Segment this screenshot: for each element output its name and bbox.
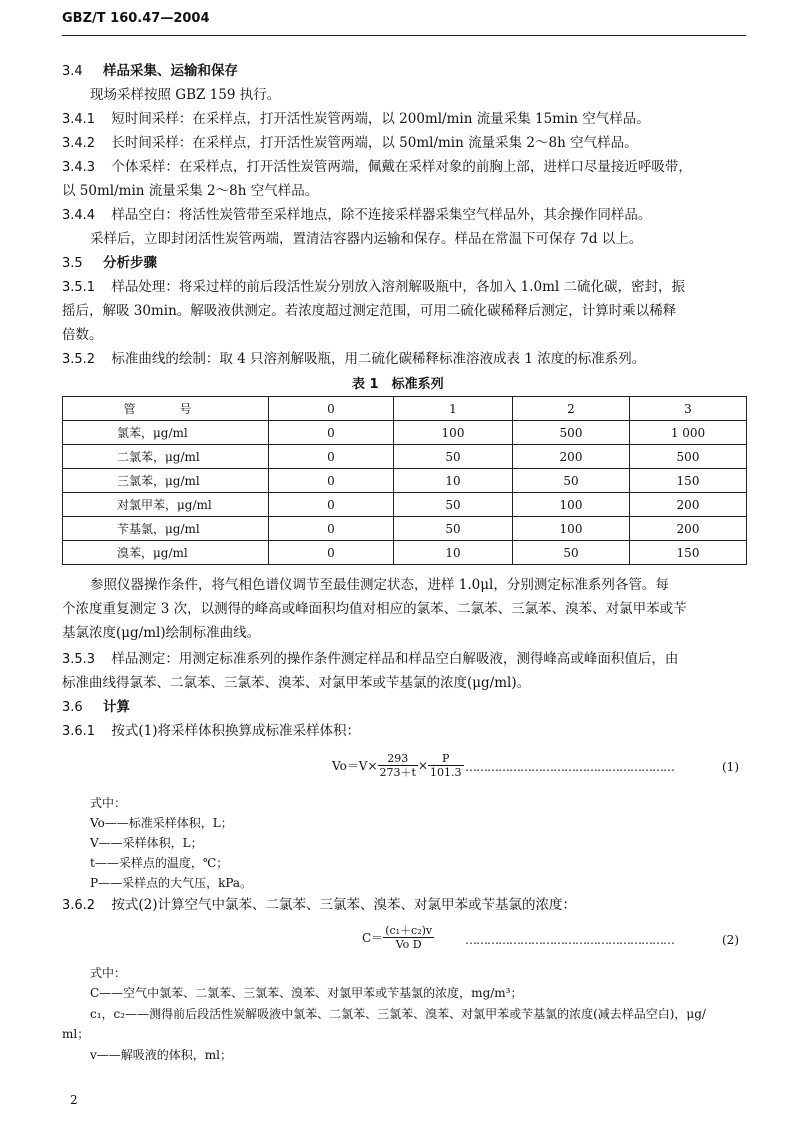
clause-number: 3.5.3 <box>62 652 96 667</box>
variable-definition: C——空气中氯苯、二氯苯、三氯苯、溴苯、对氯甲苯或苄基氯的浓度，mg/m³； <box>90 986 523 1000</box>
formula-lhs: C＝ <box>362 931 384 945</box>
table-row <box>63 517 747 541</box>
clause-3-5-3 <box>62 650 678 669</box>
table-header-cell: 1 <box>394 397 513 421</box>
table-cell: 50 <box>394 493 513 517</box>
formula-number: (1) <box>722 760 739 774</box>
table-cell: 50 <box>513 469 630 493</box>
table-cell: 0 <box>269 469 394 493</box>
clause-text-continued: 摇后，解吸 30min。解吸液供测定。若浓度超过测定范围，可用二硫化碳稀释后测定，计算时乘以稀释 <box>62 303 677 319</box>
table-header-cell: 3 <box>630 397 747 421</box>
clause-number: 3.5.2 <box>62 352 96 367</box>
formula-1 <box>332 752 464 779</box>
table-cell: 50 <box>394 445 513 469</box>
standard-code-header: GBZ/T 160.47—2004 <box>62 11 210 26</box>
variable-definition-continued: ml； <box>62 1027 90 1041</box>
table-cell: 150 <box>630 541 747 565</box>
table-caption: 表 1 标准系列 <box>352 377 444 392</box>
clause-number: 3.4.1 <box>62 112 96 127</box>
header-rule <box>62 35 746 36</box>
table-cell: 10 <box>394 541 513 565</box>
clause-text-continued: 标准曲线得氯苯、二氯苯、三氯苯、溴苯、对氯甲苯或苄基氯的浓度(μg/ml)。 <box>62 675 531 691</box>
clause-3-5-1 <box>62 278 685 297</box>
table-cell: 1 000 <box>630 421 747 445</box>
table-header-row <box>63 397 747 421</box>
table-row <box>63 541 747 565</box>
section-title: 计算 <box>102 699 130 715</box>
table-cell: 三氯苯，μg/ml <box>63 469 269 493</box>
variable-definition: Vo——标准采样体积，L； <box>90 816 233 830</box>
fraction-denominator: Vo D <box>395 938 422 951</box>
formula-lhs: Vo＝V× <box>332 759 378 773</box>
section-number: 3.4 <box>62 64 83 79</box>
table-cell: 0 <box>269 421 394 445</box>
clause-text: 样品测定：用测定标准系列的操作条件测定样品和样品空白解吸液，测得峰高或峰面积值后，由 <box>111 651 679 667</box>
table-cell: 50 <box>513 541 630 565</box>
operator: × <box>417 758 428 773</box>
table-cell: 0 <box>269 493 394 517</box>
clause-3-4-3 <box>62 158 692 177</box>
table-cell: 10 <box>394 469 513 493</box>
table-cell: 500 <box>513 421 630 445</box>
section-3-4-heading <box>62 62 238 81</box>
table-cell: 苄基氯，μg/ml <box>63 517 269 541</box>
table-cell: 二氯苯，μg/ml <box>63 445 269 469</box>
section-title: 样品采集、运输和保存 <box>102 63 238 79</box>
fraction-numerator: 293 <box>378 752 418 766</box>
variable-definition: V——采样体积，L； <box>90 836 203 850</box>
clause-text: 短时间采样：在采样点，打开活性炭管两端，以 200ml/min 流量采集 15min 空气样品。 <box>111 111 650 127</box>
clause-number: 3.6.1 <box>62 724 96 739</box>
table-row <box>63 445 747 469</box>
clause-text: 长时间采样：在采样点，打开活性炭管两端，以 50ml/min 流量采集 2～8h 空气样品。 <box>111 135 638 151</box>
table-row <box>63 493 747 517</box>
table-cell: 150 <box>630 469 747 493</box>
table-cell: 100 <box>394 421 513 445</box>
fraction <box>383 924 434 951</box>
fraction-denominator: 101.3 <box>430 766 462 779</box>
fraction-denominator: 273＋t <box>379 766 416 779</box>
clause-number: 3.4.4 <box>62 208 96 223</box>
table-cell: 0 <box>269 517 394 541</box>
table-cell: 200 <box>630 493 747 517</box>
clause-text: 按式(1)将采样体积换算成标准采样体积： <box>111 723 360 739</box>
section-number: 3.6 <box>62 700 83 715</box>
variable-definition: v——解吸液的体积，ml； <box>90 1048 232 1062</box>
table-cell: 100 <box>513 517 630 541</box>
formula-2 <box>362 924 434 951</box>
table-cell: 0 <box>269 445 394 469</box>
page-number: 2 <box>70 1093 78 1107</box>
formula-leader-dots: ………………………………………………… <box>465 933 674 947</box>
where-label: 式中： <box>90 966 127 980</box>
clause-text: 按式(2)计算空气中氯苯、二氯苯、三氯苯、溴苯、对氯甲苯或苄基氯的浓度： <box>111 897 576 913</box>
clause-text-continued: 以 50ml/min 流量采集 2～8h 空气样品。 <box>62 183 319 199</box>
paragraph-continued: 个浓度重复测定 3 次，以测得的峰高或峰面积均值对相应的氯苯、二氯苯、三氯苯、溴苯、对氯甲苯或苄 <box>62 601 687 617</box>
clause-number: 3.4.2 <box>62 136 96 151</box>
section-3-6-heading <box>62 698 130 717</box>
table-header-cell: 2 <box>513 397 630 421</box>
section-number: 3.5 <box>62 256 83 271</box>
table-cell: 200 <box>630 517 747 541</box>
table-cell: 溴苯，μg/ml <box>63 541 269 565</box>
table-header-cell: 管 号 <box>63 397 269 421</box>
table-cell: 200 <box>513 445 630 469</box>
section-3-5-heading <box>62 254 157 273</box>
table-row <box>63 421 747 445</box>
clause-text: 样品空白：将活性炭管带至采样地点，除不连接采样器采集空气样品外，其余操作同样品。 <box>111 207 652 223</box>
clause-3-6-2 <box>62 896 576 915</box>
section-title: 分析步骤 <box>102 255 157 271</box>
clause-3-4-2 <box>62 134 638 153</box>
where-label: 式中： <box>90 796 127 810</box>
clause-3-5-2 <box>62 350 645 369</box>
clause-text: 样品处理：将采过样的前后段活性炭分别放入溶剂解吸瓶中，各加入 1.0ml 二硫化碳，密封，振 <box>111 279 686 295</box>
clause-text: 标准曲线的绘制：取 4 只溶剂解吸瓶，用二硫化碳稀释标准溶液成表 1 浓度的标准系列。 <box>111 351 646 367</box>
table-cell: 对氯甲苯，μg/ml <box>63 493 269 517</box>
paragraph: 现场采样按照 GBZ 159 执行。 <box>90 87 281 103</box>
table-header-cell: 0 <box>269 397 394 421</box>
clause-3-4-1 <box>62 110 650 129</box>
variable-definition: t——采样点的温度，℃； <box>90 856 229 870</box>
clause-number: 3.5.1 <box>62 280 96 295</box>
clause-3-4-4 <box>62 206 651 225</box>
paragraph-continued: 基氯浓度(μg/ml)绘制标准曲线。 <box>62 625 261 641</box>
fraction <box>428 752 464 779</box>
formula-leader-dots: ………………………………………………… <box>465 760 674 774</box>
paragraph: 采样后，立即封闭活性炭管两端，置清洁容器内运输和保存。样品在常温下可保存 7d 以上。 <box>90 231 643 247</box>
table-cell: 50 <box>394 517 513 541</box>
table-cell: 0 <box>269 541 394 565</box>
clause-number: 3.4.3 <box>62 160 96 175</box>
fraction <box>378 752 418 779</box>
variable-definition: P——采样点的大气压，kPa。 <box>90 876 253 890</box>
standard-series-table <box>62 396 747 565</box>
clause-number: 3.6.2 <box>62 898 96 913</box>
fraction-numerator: (c₁＋c₂)v <box>385 924 433 937</box>
fraction-numerator: P <box>428 752 464 766</box>
table-cell: 氯苯，μg/ml <box>63 421 269 445</box>
table-cell: 500 <box>630 445 747 469</box>
clause-text: 个体采样：在采样点，打开活性炭管两端，佩戴在采样对象的前胸上部，进样口尽量接近呼吸带， <box>111 159 692 175</box>
table-cell: 100 <box>513 493 630 517</box>
paragraph: 参照仪器操作条件，将气相色谱仪调节至最佳测定状态，进样 1.0μl，分别测定标准系列各管。每 <box>90 577 669 593</box>
variable-definition: c₁，c₂——测得前后段活性炭解吸液中氯苯、二氯苯、三氯苯、溴苯、对氯甲苯或苄基氯的浓度(减去样品空白)，μg/ <box>90 1007 706 1021</box>
clause-text-continued: 倍数。 <box>62 327 103 343</box>
clause-3-6-1 <box>62 722 360 741</box>
formula-number: (2) <box>722 933 739 947</box>
table-row <box>63 469 747 493</box>
